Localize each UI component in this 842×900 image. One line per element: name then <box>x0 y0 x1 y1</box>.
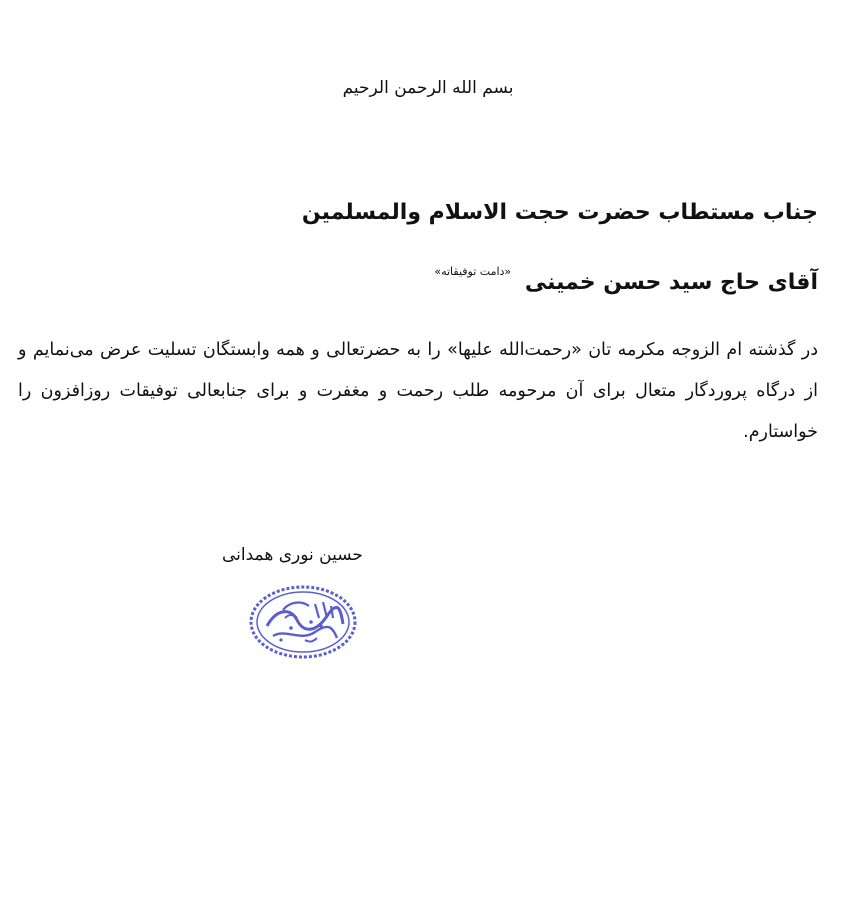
letter-body: در گذشته ام الزوجه مکرمه تان «رحمت‌الله علیها» را به حضرتعالی و همه وابستگان تسلیت عرض می‌نمایم و از درگاه پروردگار متعال برای آن مرحومه طلب رحمت و مغفرت و برای جنابعالی توفیقات روزافزون را خواستارم. <box>18 340 818 442</box>
signature-name: حسین نوری همدانی <box>222 545 363 565</box>
bismillah-header: بسم الله الرحمن الرحیم <box>342 78 514 98</box>
seal-stamp <box>245 582 361 662</box>
addressee-name-line <box>434 265 818 295</box>
honorific-note: «دامت توفیقاته» <box>434 265 512 278</box>
addressee-name: آقای حاج سید حسن خمینی <box>524 270 818 295</box>
addressee-title: جناب مستطاب حضرت حجت الاسلام والمسلمین <box>301 200 818 225</box>
